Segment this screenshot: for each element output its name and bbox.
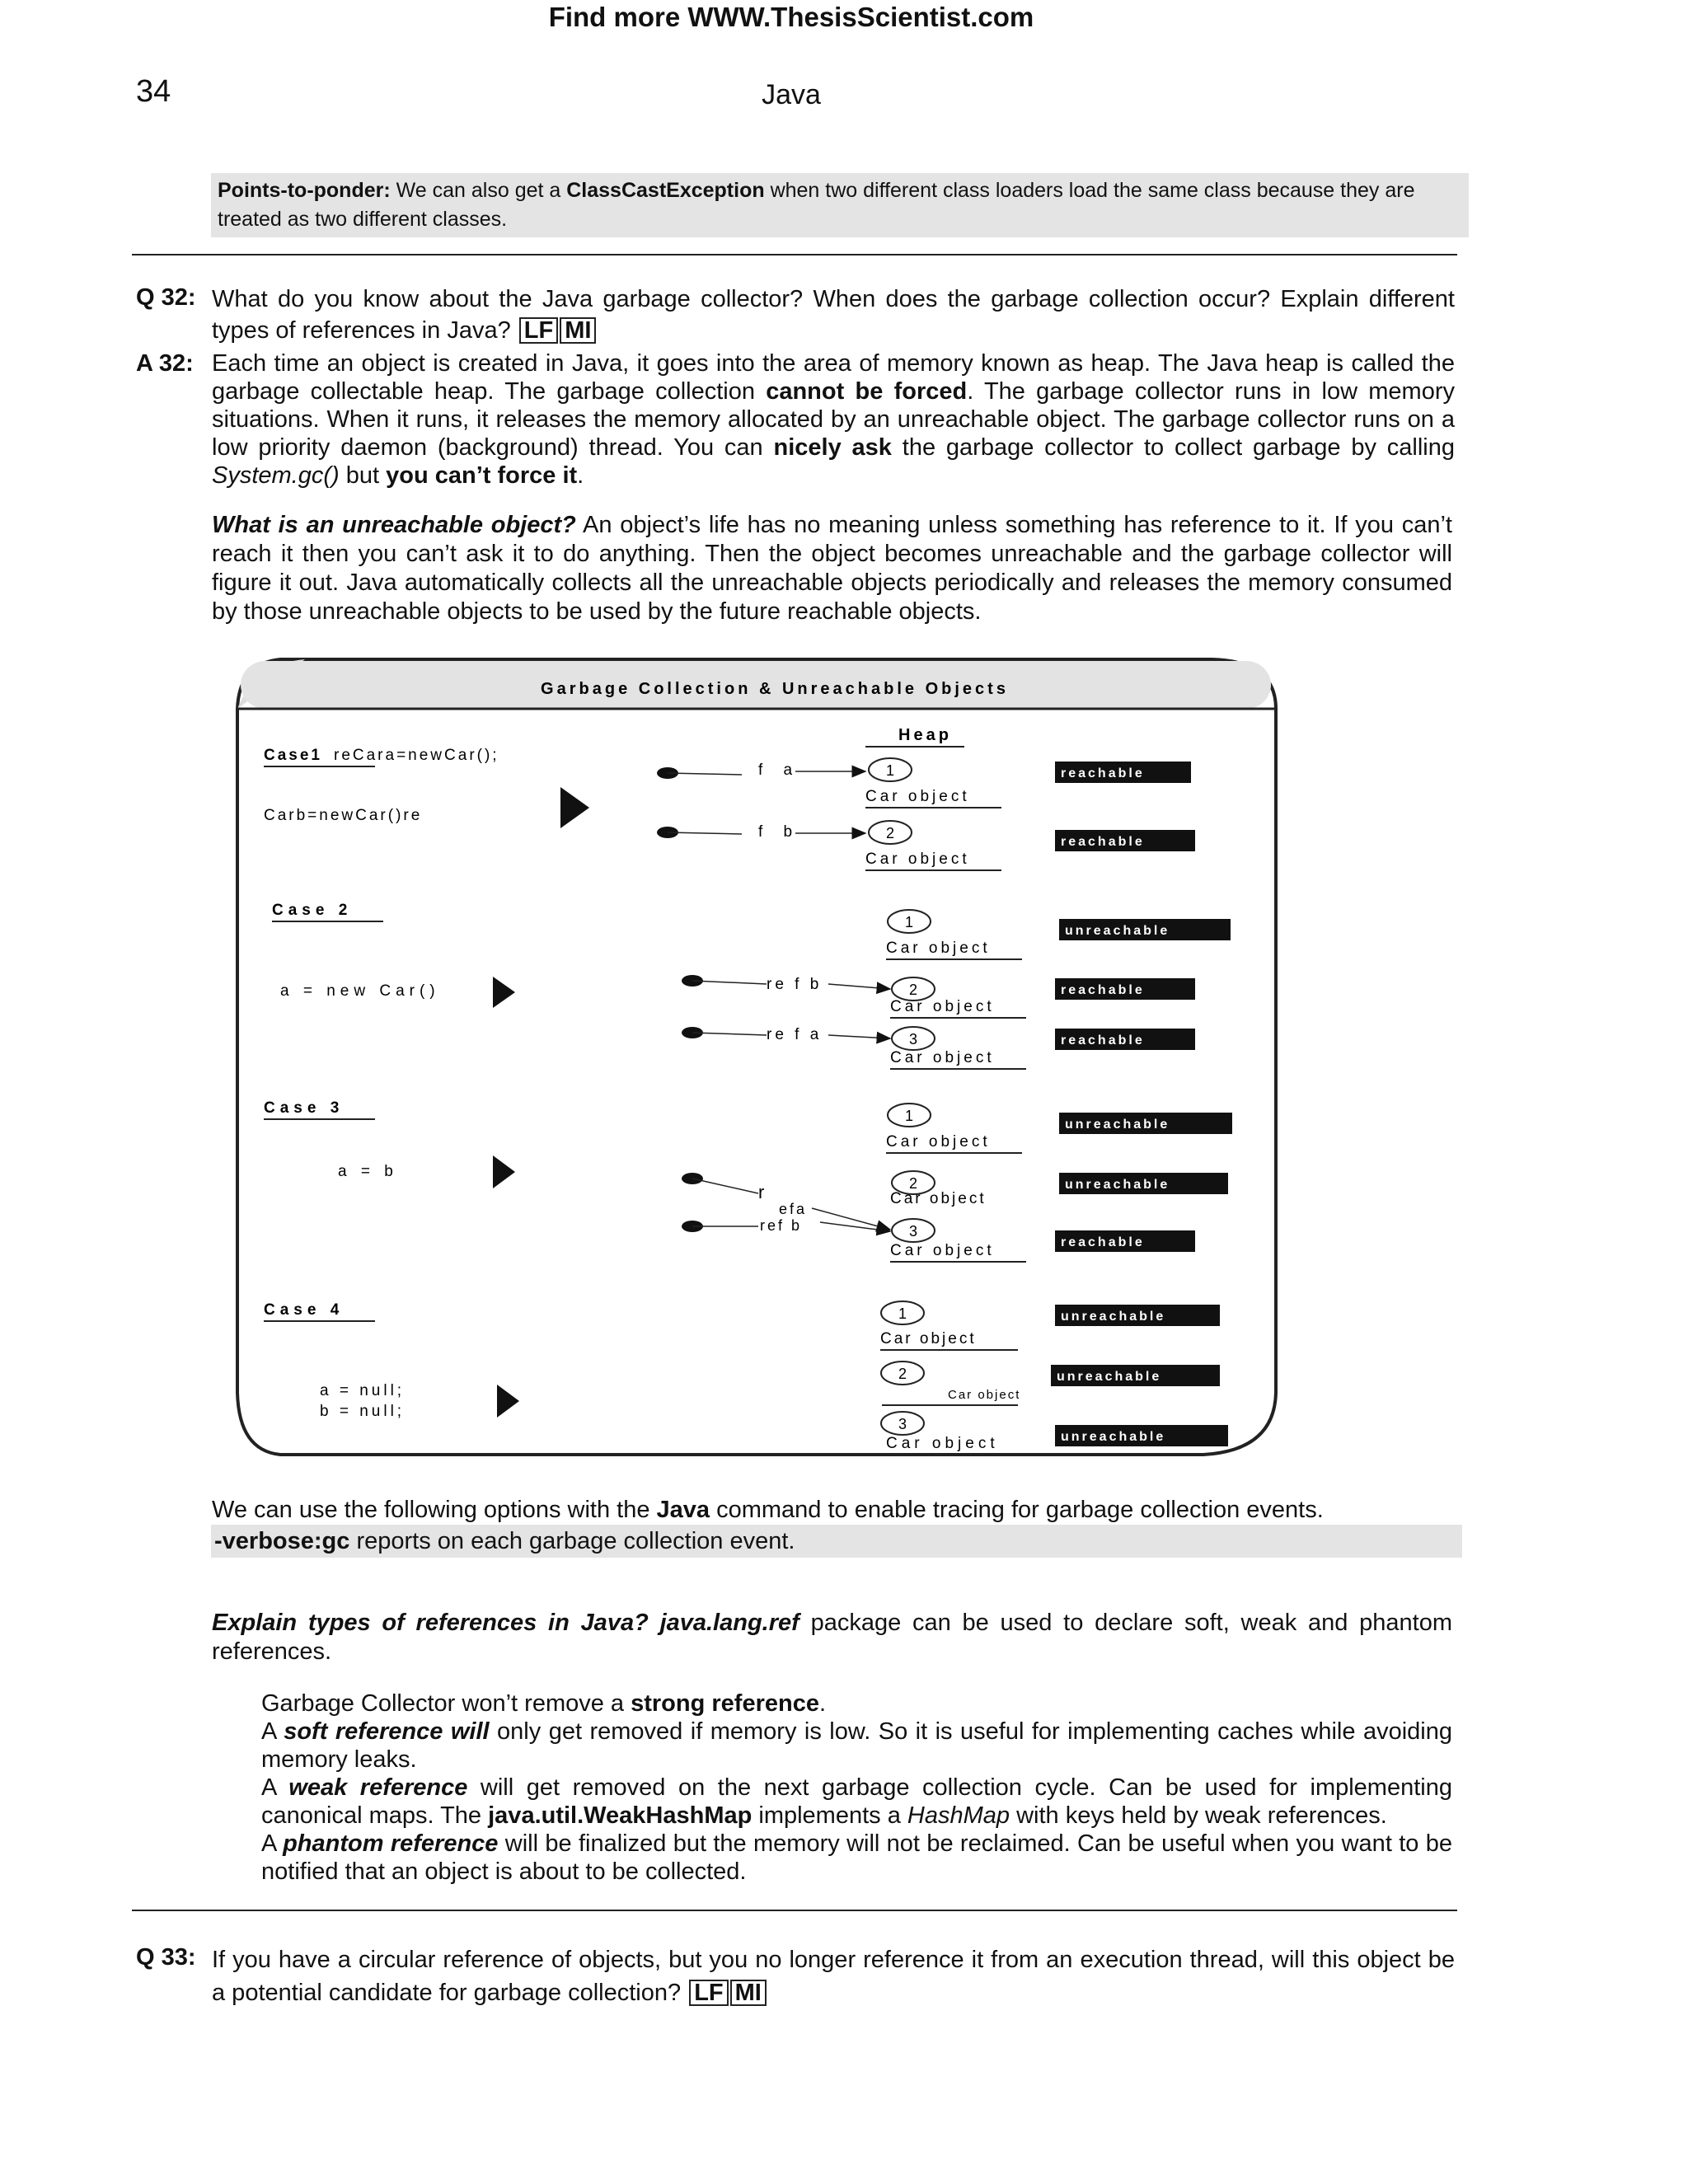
- ref-c3-r: r: [758, 1182, 765, 1202]
- ponder-text-end: when two different class loaders load the same class because they are treated as two different classes.: [218, 179, 1415, 231]
- object-label: Car object: [865, 788, 970, 805]
- ref-line: [692, 1033, 767, 1035]
- status-reachable: reachable: [1061, 1033, 1145, 1047]
- list-item-strong: Garbage Collector won’t remove a strong reference.: [261, 1690, 827, 1717]
- ref-fa: f a: [758, 762, 801, 779]
- object-2-number: 2: [908, 1175, 918, 1192]
- points-to-ponder: [211, 173, 1469, 237]
- unreachable-paragraph: [212, 511, 1452, 626]
- answer-italic: System.gc(): [212, 462, 340, 489]
- ref-c3-refb: ref b: [760, 1217, 803, 1234]
- status-reachable: reachable: [1061, 983, 1145, 997]
- ponder-term: ClassCastException: [566, 179, 765, 202]
- status-unreachable: unreachable: [1065, 1178, 1170, 1192]
- status-unreachable: unreachable: [1065, 1118, 1170, 1132]
- case2-label: Case 2: [272, 902, 353, 919]
- object-1-number: 1: [904, 1108, 914, 1124]
- object-label: Car object: [865, 851, 970, 868]
- status-reachable: reachable: [1061, 1235, 1145, 1249]
- gc-diagram: [231, 651, 1286, 1467]
- object-label: Car object: [890, 1242, 995, 1259]
- heap-label: Heap: [898, 726, 952, 744]
- case4-code1: a = null;: [320, 1382, 406, 1399]
- answer-text: but: [339, 462, 387, 489]
- object-label: Car object: [948, 1388, 1021, 1402]
- object-1-number: 1: [885, 762, 895, 779]
- ref-arrow: [828, 1035, 890, 1038]
- divider: [132, 1910, 1457, 1911]
- object-2-number: 2: [898, 1366, 907, 1382]
- case2-code: a = new Car(): [280, 982, 440, 1000]
- case3-code: a = b: [338, 1163, 398, 1180]
- running-title: Java: [762, 79, 821, 110]
- reference-types-list: [261, 1690, 1452, 1886]
- status-unreachable: unreachable: [1065, 924, 1170, 938]
- object-label: Car object: [886, 1133, 991, 1151]
- object-label: Car object: [886, 940, 991, 957]
- tracing-bold: Java: [656, 1497, 710, 1523]
- object-2-number: 2: [885, 825, 895, 841]
- question-label: Q 32:: [136, 284, 196, 311]
- ponder-label: Points-to-ponder:: [218, 179, 391, 202]
- page-number: 34: [136, 74, 171, 109]
- object-label: Car object: [880, 1330, 977, 1347]
- verbose-gc-note: [211, 1525, 1462, 1558]
- object-label: Car object: [890, 1049, 995, 1066]
- references-intro: [212, 1609, 1452, 1666]
- object-3-number: 3: [908, 1031, 918, 1047]
- ref-refb: re f b: [767, 976, 823, 993]
- object-1-number: 1: [898, 1305, 907, 1322]
- status-unreachable: unreachable: [1061, 1430, 1166, 1444]
- ref-line: [668, 832, 742, 834]
- tag-lf: LF: [689, 1980, 728, 2006]
- ref-line: [668, 773, 742, 775]
- answer-text: . The garbage collector runs in low memory situations. When it runs, it releases the memory allocated by an unreachable object. The garbage collector runs on a low priority daemon (background) thread. You can: [212, 378, 1455, 461]
- case4-code2: b = null;: [320, 1403, 406, 1420]
- answer-text: the garbage collector to collect garbage by calling: [891, 434, 1455, 461]
- verbose-gc-desc: reports on each garbage collection event.: [349, 1528, 795, 1554]
- references-package: java.lang.ref: [659, 1610, 799, 1636]
- unreachable-text: An object’s life has no meaning unless something has reference to it. If you can’t reach it then you can’t ask it to do anything. Then the object becomes unreachable and the garbage collector will figure it out. Java automatically collects all the unreachable objects periodically and releases the memory consumed by those unreachable objects to be used by the future reachable objects.: [212, 512, 1452, 625]
- divider: [132, 254, 1457, 255]
- status-reachable: reachable: [1061, 766, 1145, 780]
- case3-label: Case 3: [264, 1099, 345, 1117]
- tracing-text-end: command to enable tracing for garbage collection events.: [710, 1497, 1324, 1523]
- object-label: Car object: [890, 1190, 987, 1207]
- tracing-text: We can use the following options with the: [212, 1497, 657, 1523]
- case1-arrow-icon: [560, 787, 589, 828]
- answer-bold: cannot be forced: [766, 378, 968, 405]
- answer-text: .: [577, 462, 584, 489]
- question-text: If you have a circular reference of objects, but you no longer reference it from an execution thread, will this object be a potential candidate for garbage collection?: [212, 1947, 1455, 2006]
- diagram-title: Garbage Collection & Unreachable Objects: [541, 680, 1009, 698]
- object-3-number: 3: [898, 1416, 907, 1432]
- object-3-number: 3: [908, 1223, 918, 1240]
- verbose-gc-option: -verbose:gc: [214, 1528, 350, 1554]
- list-item-soft: A soft reference will only get removed if memory is low. So it is useful for implementing caches while avoiding memory leaks.: [261, 1718, 1452, 1773]
- references-intro-text: package can be used to declare soft, weak and phantom references.: [212, 1610, 1452, 1665]
- list-item-weak: A weak reference will get removed on the next garbage collection cycle. Can be used for implementing canonical maps. The java.util.WeakHashMap implements a HashMap with keys held by weak references.: [261, 1774, 1452, 1829]
- answer-label: A 32:: [136, 350, 194, 377]
- ref-line: [692, 981, 767, 984]
- answer-32: [136, 349, 1455, 490]
- case2-arrow-icon: [493, 977, 515, 1008]
- tag-lf: LF: [519, 317, 558, 344]
- tracing-intro: [212, 1496, 1452, 1525]
- ponder-text: We can also get a: [390, 179, 567, 202]
- question-33: [136, 1943, 1455, 2009]
- ref-c3-efa: efa: [779, 1201, 808, 1217]
- case1-label: Case1: [264, 747, 322, 764]
- tag-mi: MI: [730, 1980, 767, 2006]
- banner: Find more WWW.ThesisScientist.com: [548, 2, 1034, 32]
- ref-arrow: [828, 984, 890, 989]
- ref-line: [692, 1179, 758, 1193]
- tag-mi: MI: [560, 317, 596, 344]
- question-text: What do you know about the Java garbage collector? When does the garbage collection occur? Explain different types of references in Java?: [212, 286, 1455, 344]
- status-unreachable: unreachable: [1057, 1370, 1162, 1384]
- ref-fb: f b: [758, 823, 801, 841]
- references-heading: Explain types of references in Java?: [212, 1610, 649, 1636]
- object-1-number: 1: [904, 914, 914, 930]
- question-label: Q 33:: [136, 1944, 196, 1971]
- case3-arrow-icon: [493, 1155, 515, 1188]
- list-item-phantom: A phantom reference will be finalized but the memory will not be reclaimed. Can be useful when you want to be notified that an object is about to be collected.: [261, 1830, 1452, 1885]
- case1-code1: reCara=newCar();: [334, 747, 499, 764]
- unreachable-heading: What is an unreachable object?: [212, 512, 576, 538]
- answer-bold: nicely ask: [773, 434, 892, 461]
- answer-text: Each time an object is created in Java, it goes into the area of memory known as heap. The Java heap is called the garbage collectable heap. The garbage collection: [212, 350, 1455, 405]
- object-label: Car object: [886, 1435, 999, 1452]
- answer-bold: you can’t force it: [386, 462, 578, 489]
- question-32: [136, 284, 1455, 346]
- object-2-number: 2: [908, 982, 918, 998]
- status-reachable: reachable: [1061, 835, 1145, 849]
- case1-code2: Carb=newCar()re: [264, 807, 423, 824]
- ref-refa: re f a: [767, 1026, 823, 1043]
- case4-label: Case 4: [264, 1301, 345, 1319]
- case4-arrow-icon: [497, 1385, 519, 1418]
- object-label: Car object: [890, 998, 995, 1015]
- status-unreachable: unreachable: [1061, 1310, 1166, 1324]
